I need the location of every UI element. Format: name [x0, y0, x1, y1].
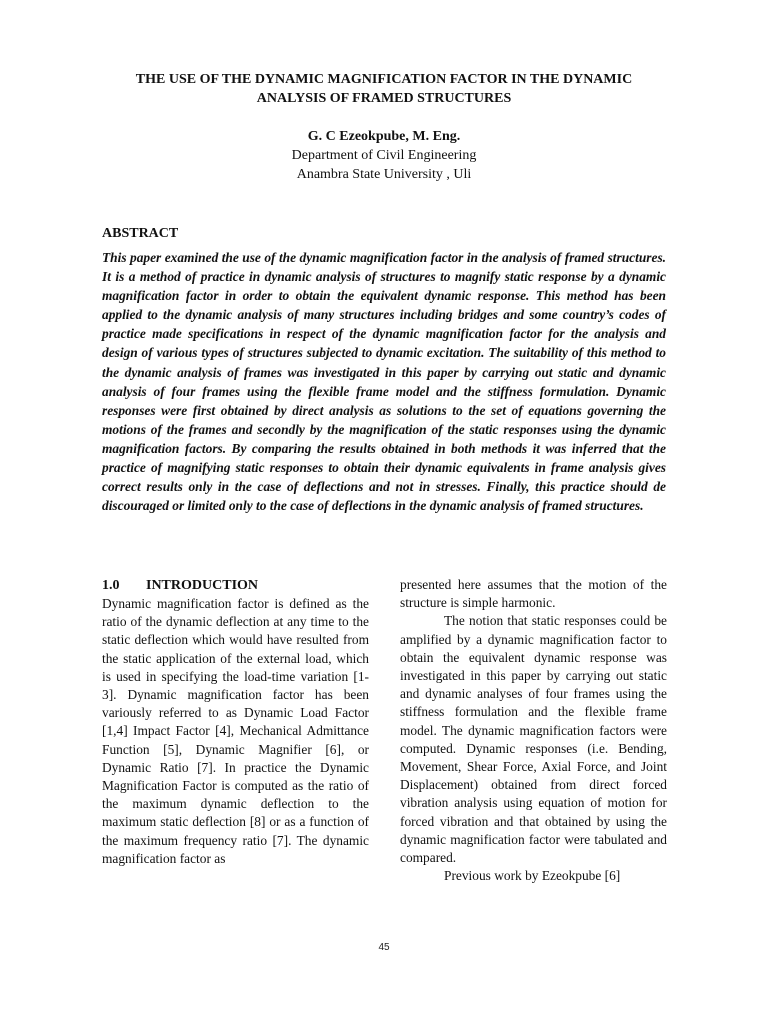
- page-number: 45: [378, 942, 390, 953]
- introduction-continuation: presented here assumes that the motion of the structure is simple harmonic.: [400, 577, 667, 611]
- paper-title: THE USE OF THE DYNAMIC MAGNIFICATION FACTOR IN THE DYNAMIC ANALYSIS OF FRAMED STRUCTURES: [135, 72, 633, 106]
- abstract-heading: ABSTRACT: [102, 226, 179, 241]
- left-column: [102, 576, 369, 868]
- introduction-paragraph-2: The notion that static responses could be amplified by a dynamic magnification factor to obtain the equivalent dynamic response was investigated in this paper by carrying out static and dynamic analyses of four frames using the stiffness formulation and the flexible frame model. The dynamic magnification factors were computed. Dynamic responses (i.e. Bending, Movement, Shear Force, Axial Force, and Joint Displacement) obtained from direct forced vibration analysis using equation of motion for forced vibration and that obtained by using the dynamic magnification factor were tabulated and compared.: [400, 613, 667, 866]
- author-block: [100, 127, 668, 184]
- section-heading-introduction: [102, 576, 369, 595]
- introduction-paragraph-1: Dynamic magnification factor is defined as the ratio of the dynamic deflection at any time to the static deflection which would have resulted from the static application of the external load, which is used in specifying the load-time variation [1-3]. Dynamic magnification factor has been variously referred to as Dynamic Load Factor [1,4] Impact Factor [4], Mechanical Admittance Function [5], Dynamic Magnifier [6], or Dynamic Ratio [7]. In practice the Dynamic Magnification Factor is computed as the ratio of the maximum dynamic deflection to the maximum static deflection [8] or as a function of the maximum frequency ratio [7]. The dynamic magnification factor as: [102, 596, 369, 866]
- right-column: [400, 576, 667, 885]
- introduction-paragraph-3-start: Previous work by Ezeokpube [6]: [444, 868, 621, 884]
- section-title: INTRODUCTION: [146, 578, 259, 593]
- author-department: Department of Civil Engineering: [291, 148, 477, 163]
- author-name: G. C Ezeokpube, M. Eng.: [307, 129, 461, 144]
- section-number: 1.0: [102, 578, 120, 593]
- author-university: Anambra State University , Uli: [296, 167, 472, 182]
- abstract-text: This paper examined the use of the dynamic magnification factor in the analysis of framed structures. It is a method of practice in dynamic analysis of structures to magnify static response by a dynamic magnification factor in order to obtain the equivalent dynamic response. This method has been applied to the dynamic analysis of many structures including bridges and some country’s codes of practice made specifications in respect of the dynamic magnification factor for the analysis and design of various types of structures subjected to dynamic excitation. The suitability of this method to the dynamic analysis of frames was investigated in this paper by carrying out static and dynamic analysis of four frames using the flexible frame model and the stiffness formulation. Dynamic responses were first obtained by direct analysis as solutions to the set of equations governing the motions of the frames and secondly by the magnification of the static responses using the dynamic magnification factors. By comparing the results obtained in both methods it was inferred that the practice of magnifying static responses to obtain their dynamic equivalents in frame analysis gives correct results only in the case of deflections and not in stresses. Finally, this practice should de discouraged or limited only to the case of deflections in the dynamic analysis of framed structures.: [102, 250, 666, 514]
